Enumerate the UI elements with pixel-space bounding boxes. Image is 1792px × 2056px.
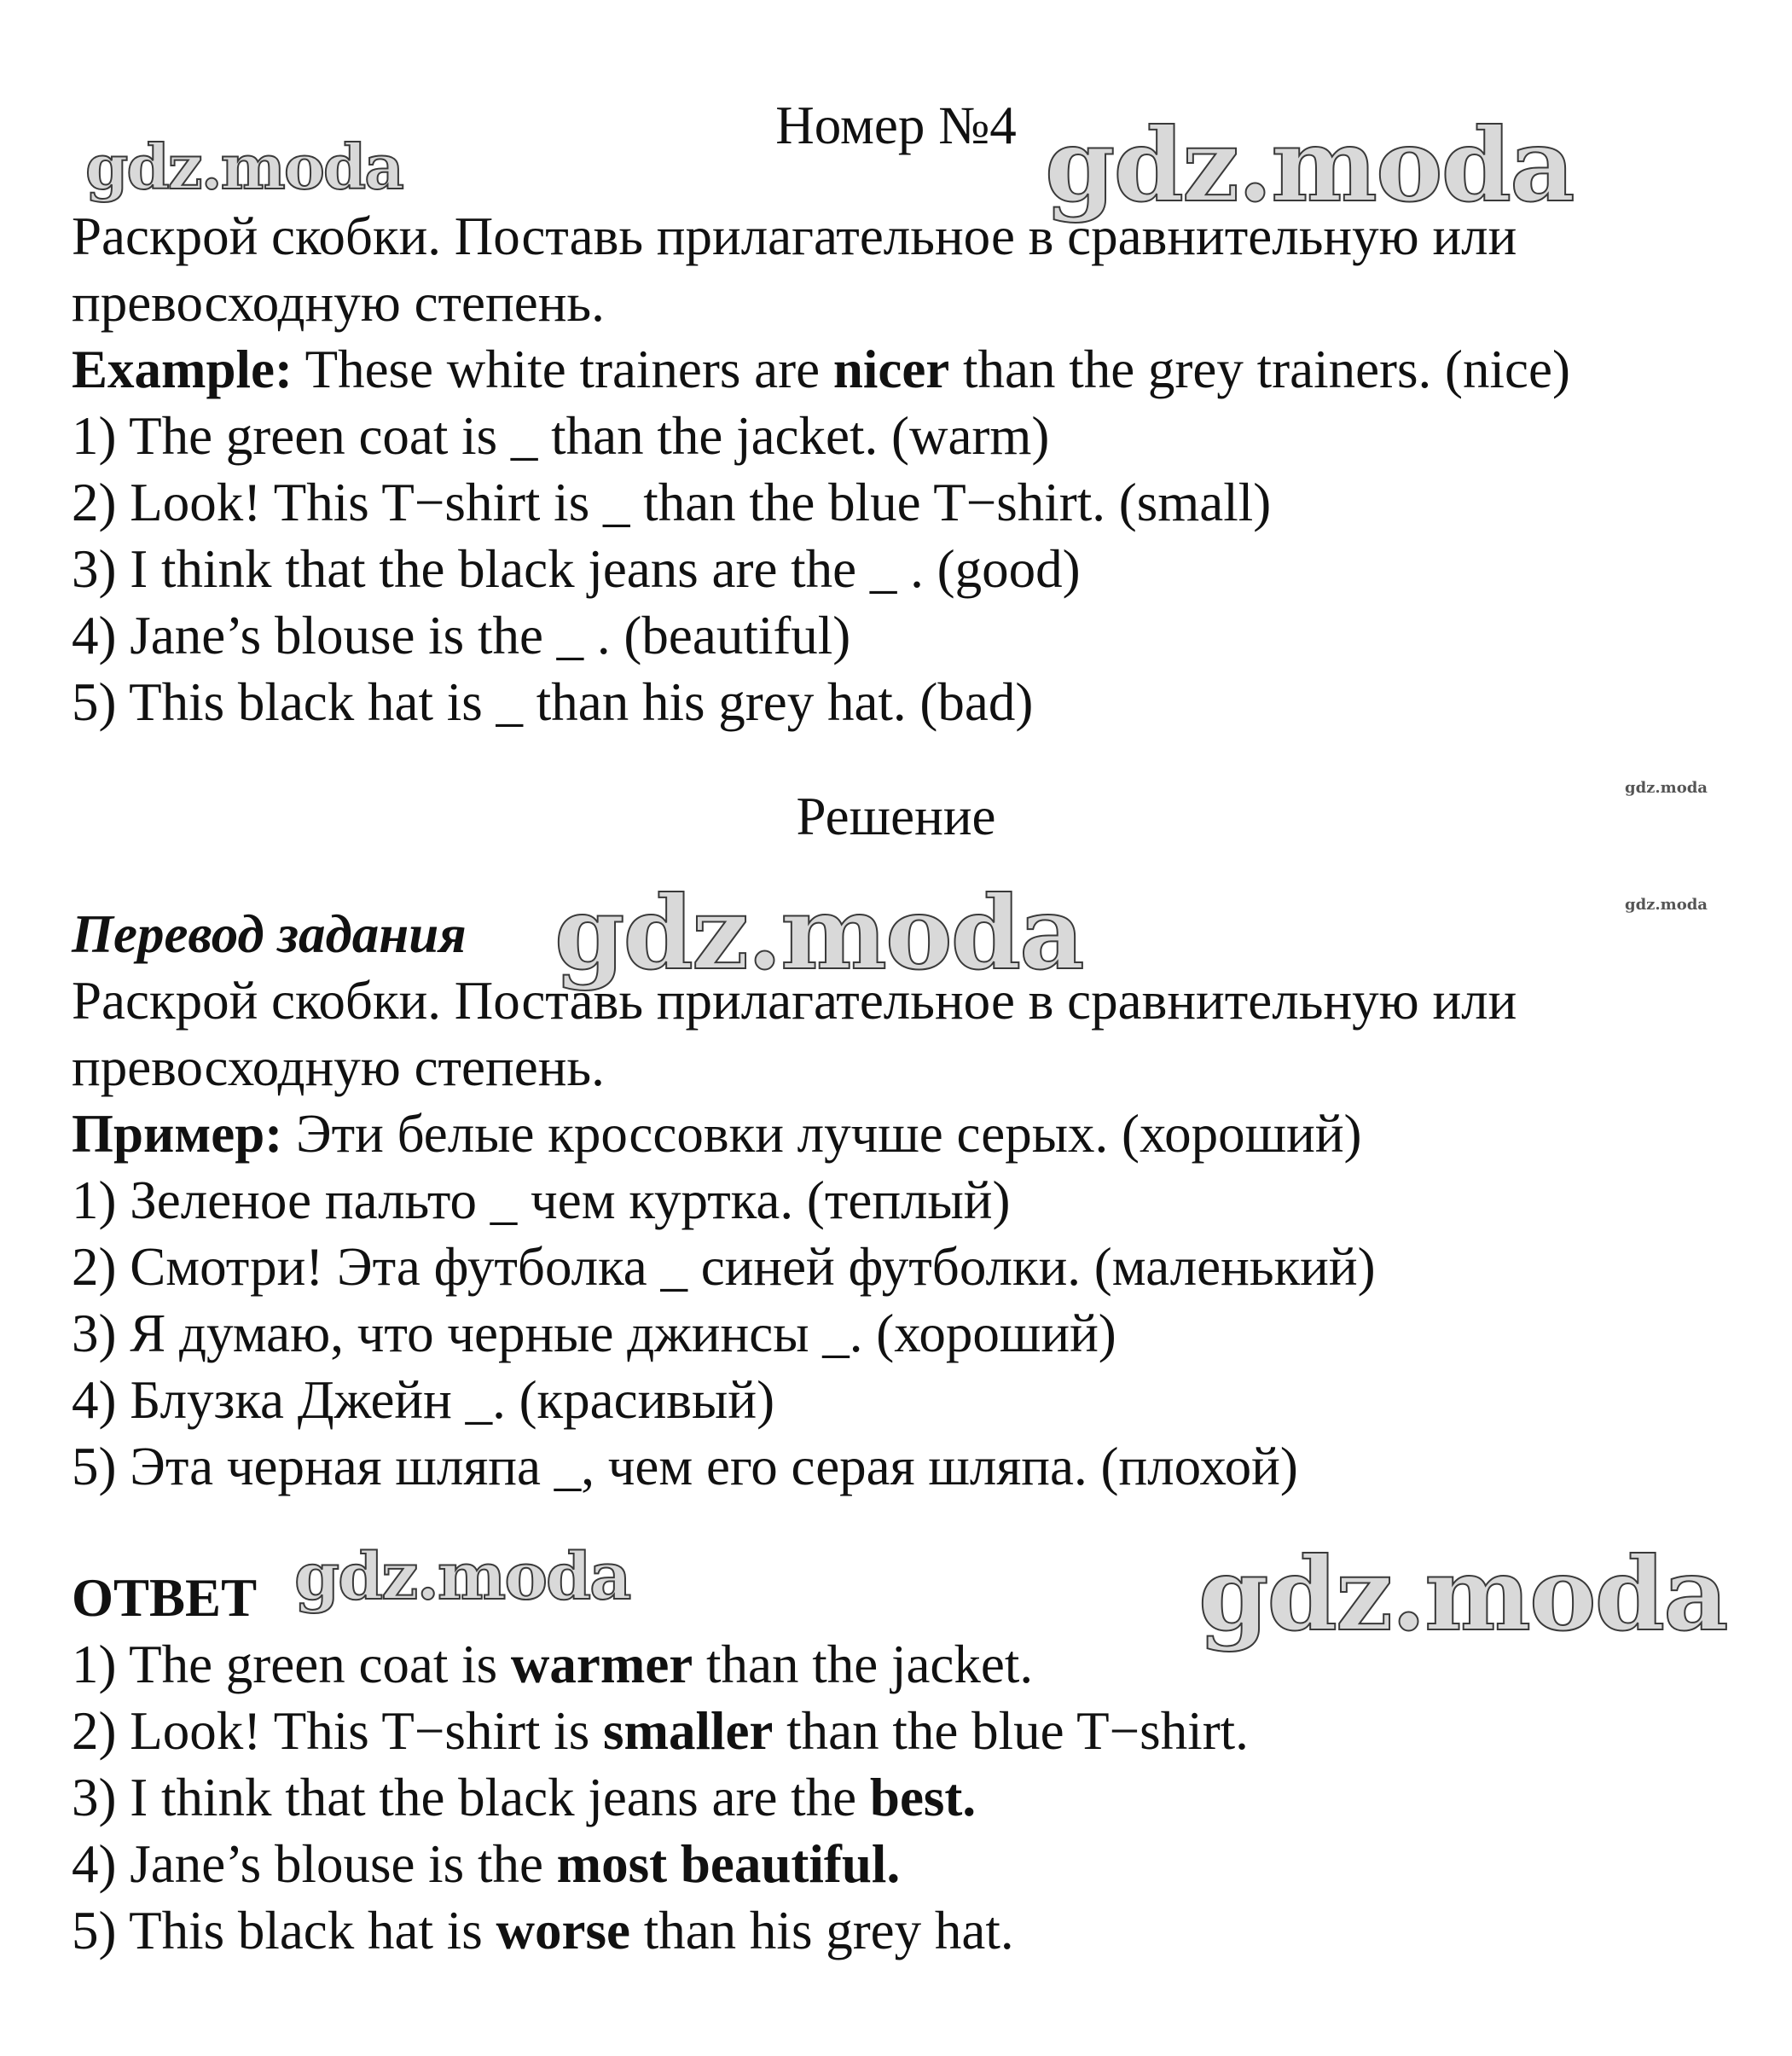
translation-instruction-line1: Раскрой скобки. Поставь прилагательное в сравнительную или (72, 971, 1517, 1031)
task-item: 4) Jane’s blouse is the _ . (beautiful) (72, 606, 851, 665)
task-item: 2) Look! This T−shirt is _ than the blue T−shirt. (small) (72, 473, 1272, 532)
watermark-logo: gdz.moda (554, 874, 1083, 992)
translation-example (72, 1101, 1362, 1167)
watermark-logo: gdz.moda (85, 131, 403, 203)
watermark-logo: gdz.moda (1045, 106, 1574, 224)
task-instruction-line2: превосходную степень. (72, 273, 605, 333)
watermark-logo: gdz.moda (1625, 779, 1708, 797)
task-instruction-line1: Раскрой скобки. Поставь прилагательное в сравнительную или (72, 206, 1517, 266)
answer-text-before: 2) Look! This T−shirt is (72, 1701, 603, 1761)
translation-item: 3) Я думаю, что черные джинсы _. (хороший) (72, 1304, 1116, 1363)
translation-example-label: Пример: (72, 1104, 283, 1164)
answer-word: most beautiful. (556, 1834, 901, 1894)
watermark-logo: gdz.moda (294, 1538, 630, 1614)
task-item: 1) The green coat is _ than the jacket. (warm) (72, 406, 1050, 466)
answer-text-after: than the blue T−shirt. (773, 1701, 1249, 1761)
answer-text-after: than the jacket. (693, 1635, 1034, 1694)
translation-instruction-line2: превосходную степень. (72, 1037, 605, 1097)
watermark-logo: gdz.moda (1198, 1535, 1727, 1653)
example-text-before: These white trainers are (292, 340, 833, 399)
example-answer: nicer (832, 340, 950, 399)
answer-item (72, 1698, 1249, 1764)
answer-text-before: 1) The green coat is (72, 1635, 511, 1694)
answer-text-before: 5) This black hat is (72, 1901, 496, 1960)
answer-text-before: 3) I think that the black jeans are the (72, 1768, 870, 1827)
task-example (72, 336, 1570, 403)
answer-word: warmer (510, 1635, 693, 1694)
example-label: Example: (72, 340, 293, 399)
translation-example-text: Эти белые кроссовки лучше серых. (хороший) (282, 1104, 1362, 1164)
answer-word: best. (869, 1768, 977, 1827)
translation-heading: Перевод задания (72, 904, 467, 964)
answer-text-before: 4) Jane’s blouse is the (72, 1834, 557, 1894)
task-number-title: Номер №4 (775, 96, 1017, 155)
translation-item: 4) Блузка Джейн _. (красивый) (72, 1370, 775, 1430)
answer-item (72, 1764, 976, 1831)
watermark-logo: gdz.moda (1625, 896, 1708, 914)
solution-title: Решение (796, 787, 996, 846)
translation-item: 5) Эта черная шляпа _, чем его серая шляпа. (плохой) (72, 1437, 1298, 1496)
task-item: 3) I think that the black jeans are the _ . (good) (72, 539, 1081, 599)
answer-heading: ОТВЕТ (72, 1568, 258, 1628)
answer-text-after: than his grey hat. (629, 1901, 1014, 1960)
answer-item (72, 1631, 1033, 1698)
answer-word: smaller (602, 1701, 774, 1761)
answer-item (72, 1897, 1014, 1964)
translation-item: 2) Смотри! Эта футболка _ синей футболки. (маленький) (72, 1237, 1376, 1297)
answer-word: worse (496, 1901, 630, 1960)
answer-item (72, 1831, 900, 1897)
task-item: 5) This black hat is _ than his grey hat. (bad) (72, 672, 1034, 732)
example-text-after: than the grey trainers. (nice) (949, 340, 1570, 399)
translation-item: 1) Зеленое пальто _ чем куртка. (теплый) (72, 1170, 1011, 1230)
